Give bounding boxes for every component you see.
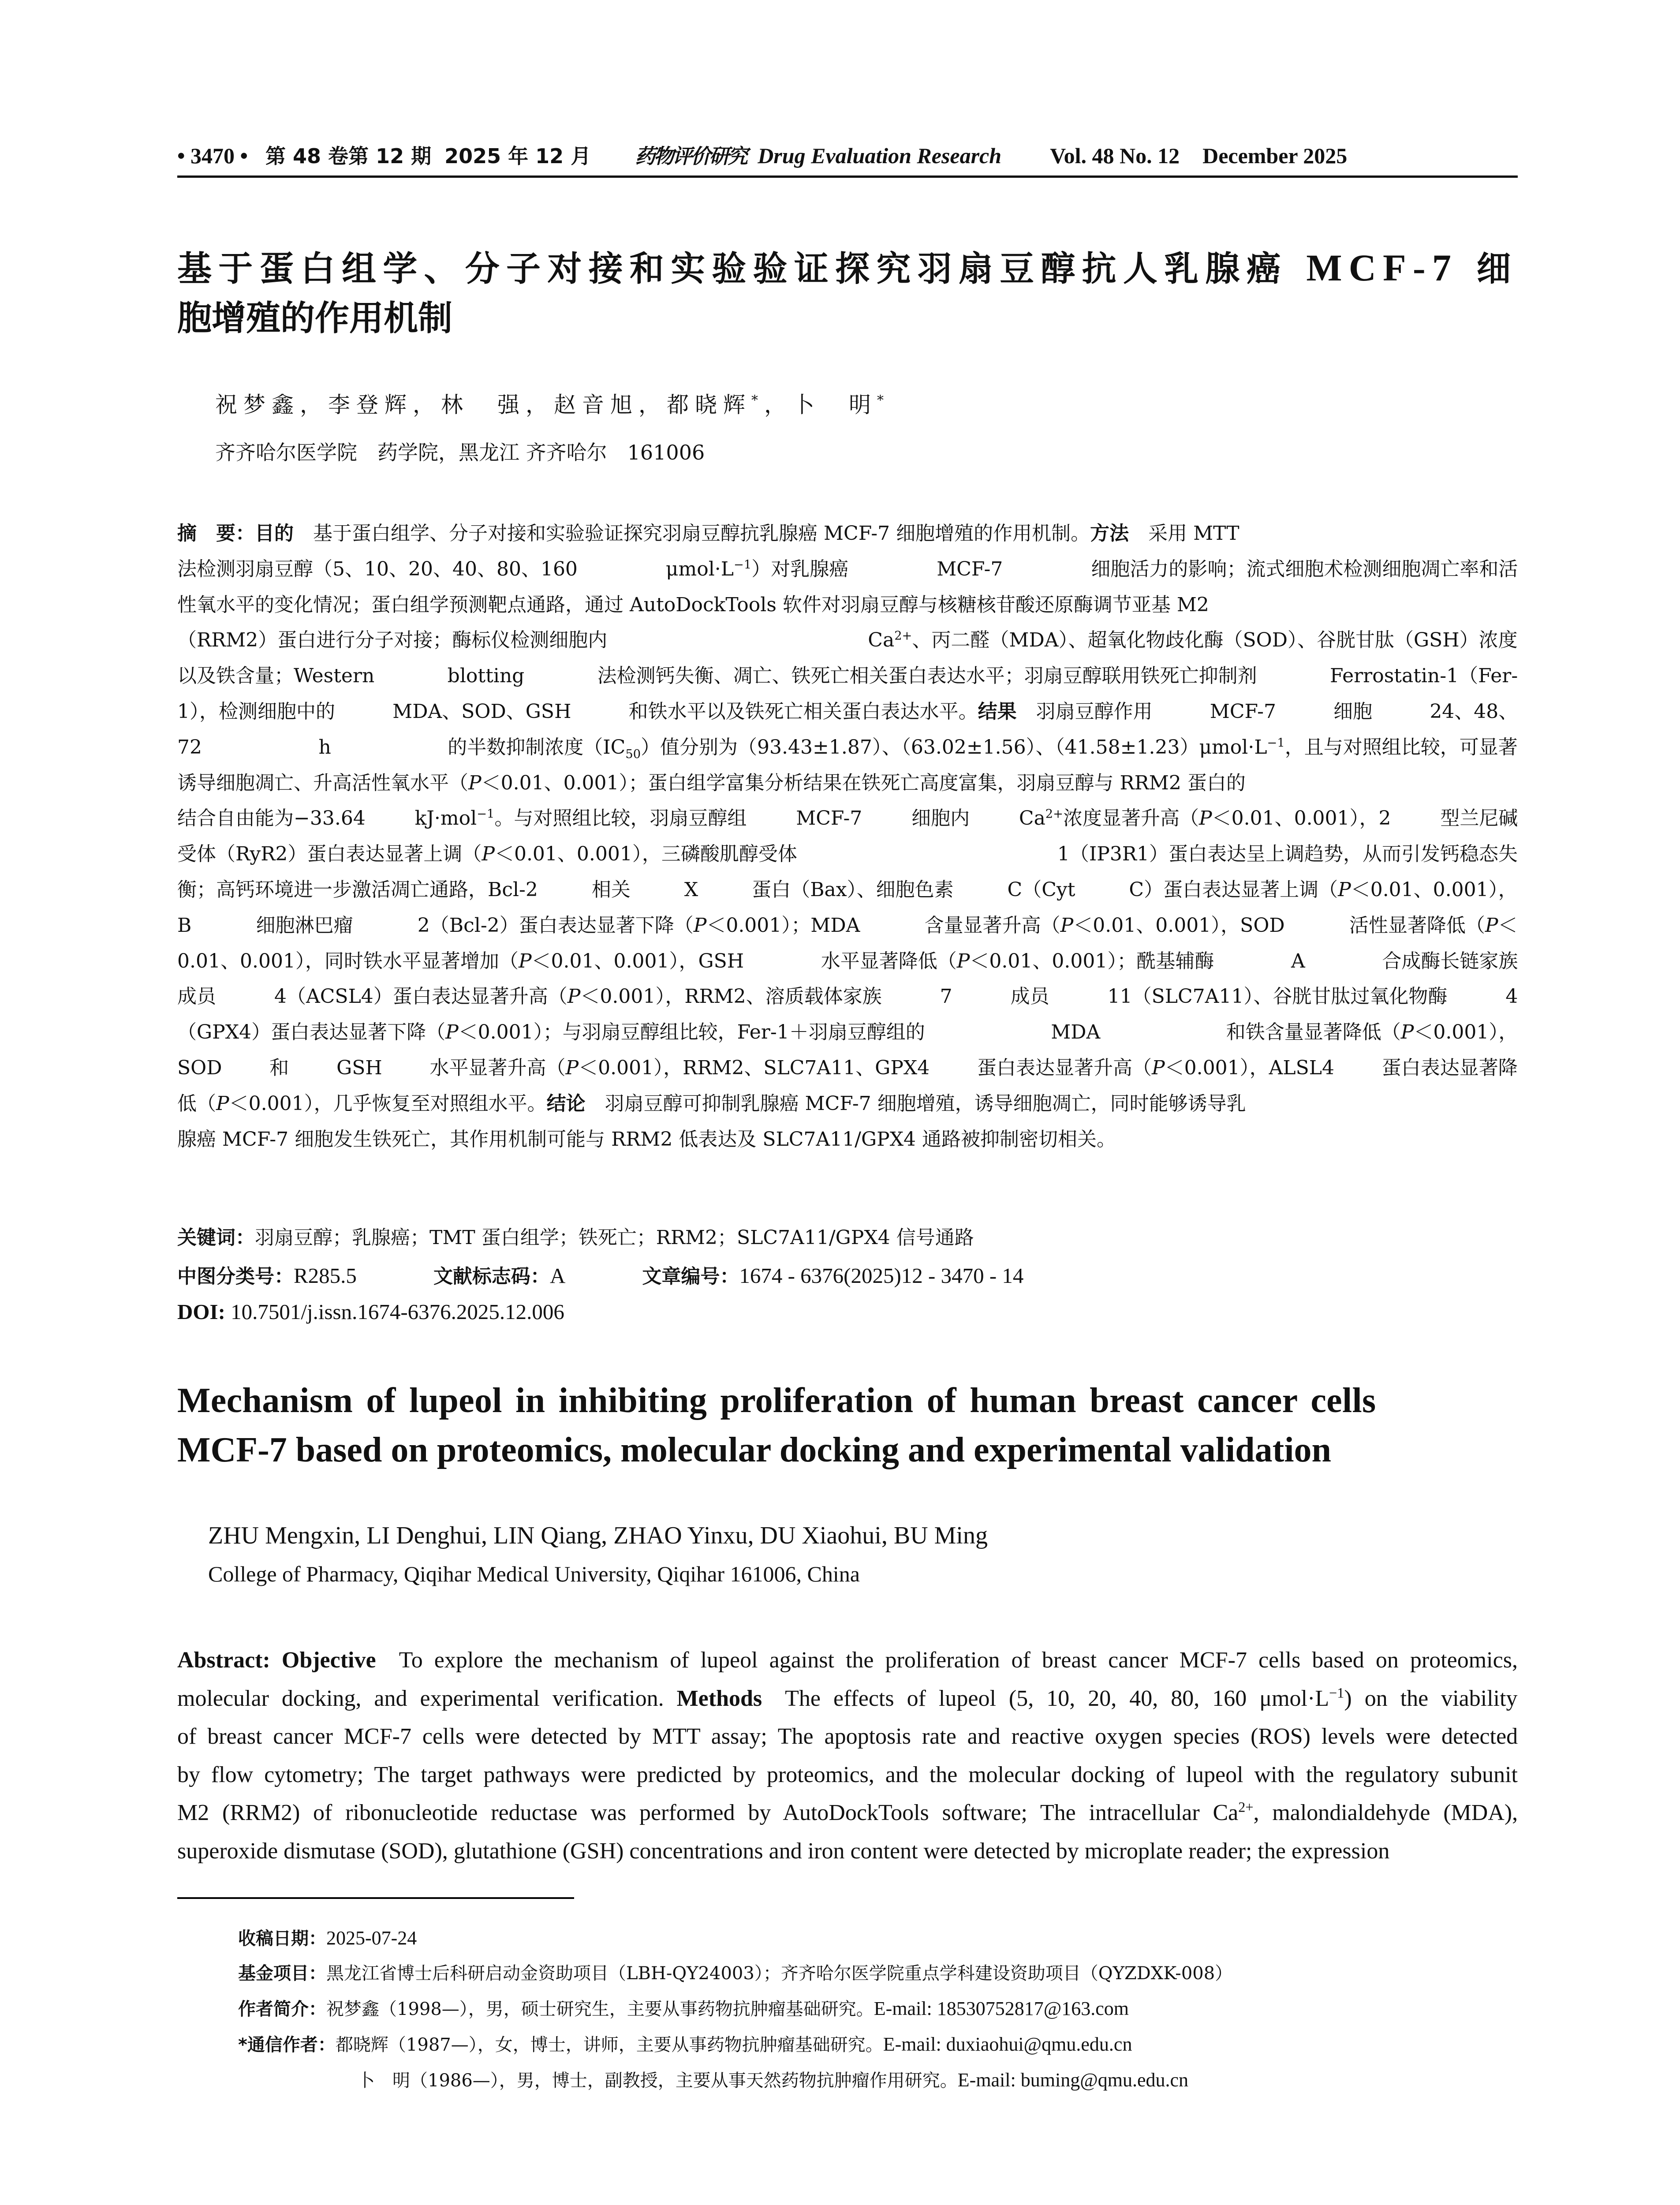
text: 。与对照组比较，羽扇豆醇组 MCF-7 细胞内 Ca [494,807,1045,830]
p-value-symbol: P [693,914,707,937]
text: ）值分别为（93.43±1.87）、（63.02±1.56）、（41.58±1.23）μmol·L [641,736,1267,759]
author: 祝梦鑫， [215,392,328,418]
title-cn-line1-b: MCF-7 [1306,247,1458,289]
text: by flow cytometry; The target pathways were predicted by proteomics, and the molecular docking of lupeol with the regulatory subunit [177,1762,1518,1787]
section-label: 结论 [546,1092,586,1115]
abstract-line [177,1086,1518,1122]
doc-code-label: 文献标志码： [433,1265,550,1288]
footnotes [238,1921,1517,2098]
corresponding-mark: * [751,392,764,408]
bio-value: 祝梦鑫（1998—），男，硕士研究生，主要从事药物抗肿瘤基础研究。 [326,1999,874,2019]
text: 羽扇豆醇作用 MCF-7 细胞 24、48、 [1016,700,1518,723]
abstract-line [177,1015,1518,1050]
text: ) on the viability [1344,1686,1518,1711]
text: （RRM2）蛋白进行分子对接；酶标仪检测细胞内 Ca [177,629,895,652]
text: 成员 4（ACSL4）蛋白表达显著升高（ [177,985,567,1008]
title-cn-line1-c: 细 [1458,249,1518,289]
p-value-symbol: P [1060,914,1074,937]
corresponding-1-value: 都晓辉（1987—），女，博士，讲师，主要从事药物抗肿瘤基础研究。 [335,2035,883,2055]
p-value-symbol: P [1338,878,1351,901]
keywords-cn [177,1222,1518,1250]
text: SOD 和 GSH 水平显著升高（ [177,1056,566,1079]
author: 卜 明 [792,392,877,418]
authors-en: ZHU Mengxin, LI Denghui, LIN Qiang, ZHAO Yinxu, DU Xiaohui, BU Ming [208,1522,988,1549]
p-value-symbol: P [1485,914,1498,937]
issue-cn: 第 48 卷第 12 期 [265,144,432,168]
affiliation-en: College of Pharmacy, Qiqihar Medical University, Qiqihar 161006, China [208,1562,860,1586]
text: To explore the mechanism of lupeol against the proliferation of breast cancer MCF-7 cells based on proteomics, [376,1648,1518,1673]
email-link[interactable]: E-mail: duxiaohui@qmu.edu.cn [883,2033,1132,2055]
date-en: December 2025 [1202,143,1348,168]
text: ＜0.001）；与羽扇豆醇组比较，Fer-1＋羽扇豆醇组的 MDA 和铁含量显著降低（ [458,1021,1401,1044]
abstract-en-line [177,1794,1518,1832]
footnote-fund [238,1956,1517,1991]
text: of breast cancer MCF-7 cells were detected by MTT assay; The apoptosis rate and reactive oxygen species (ROS) levels were detected [177,1724,1518,1749]
title-en-line1-text: Mechanism of lupeol in inhibiting proliferation of human breast cancer cells [177,1381,1376,1420]
abstract-line [177,979,1518,1015]
text: 以及铁含量；Western blotting 法检测钙失衡、凋亡、铁死亡相关蛋白表达水平；羽扇豆醇联用铁死亡抑制剂 Ferrostatin-1（Fer- [177,665,1518,688]
text: 0.01、0.001），同时铁水平显著增加（ [177,949,519,972]
abstract-line [177,658,1518,694]
text: ＜0.01、0.001）；酰基辅酶 A 合成酶长链家族 [970,949,1518,972]
text: 、丙二醛（MDA）、超氧化物歧化酶（SOD）、谷胱甘肽（GSH）浓度 [912,629,1518,652]
keywords-text: 羽扇豆醇；乳腺癌；TMT 蛋白组学；铁死亡；RRM2；SLC7A11/GPX4 信号通路 [255,1226,974,1249]
text: 诱导细胞凋亡、升高活性氧水平（ [177,771,468,794]
page-number: • 3470 • [177,143,248,168]
corresponding-2-value: 卜 明（1986—），男，博士，副教授，主要从事天然药物抗肿瘤作用研究。 [357,2070,958,2091]
p-value-symbol: P [216,1092,229,1115]
text: 受体（RyR2）蛋白表达显著上调（ [177,843,482,866]
abstract-line [177,1050,1518,1086]
text: 羽扇豆醇可抑制乳腺癌 MCF-7 细胞增殖，诱导细胞凋亡，同时能够诱导乳 [585,1092,1246,1115]
article-no-value: 1674 - 6376(2025)12 - 3470 - 14 [739,1263,1024,1288]
text: ＜0.01、0.001）， [1351,878,1518,901]
superscript: −1 [1329,1685,1344,1701]
section-label: 目的 [255,522,294,545]
email-link[interactable]: E-mail: 18530752817@163.com [874,1998,1129,2019]
abstract-en-line [177,1641,1518,1680]
superscript: −1 [1267,736,1285,750]
abstract-line [177,516,1518,552]
text: 浓度显著升高（ [1063,807,1199,830]
authors-cn [215,387,890,419]
volume-issue: Vol. 48 No. 12 [1050,143,1180,168]
text: ＜0.001），RRM2、SLC7A11、GPX4 蛋白表达显著升高（ [579,1056,1152,1079]
p-value-symbol: P [956,949,970,972]
abstract-line [177,801,1518,837]
classification-line [177,1260,1518,1289]
section-label: Methods [676,1686,762,1711]
header-rule [177,176,1518,178]
p-value-symbol: P [518,949,532,972]
text: 低（ [177,1092,216,1115]
text: 衡；高钙环境进一步激活凋亡通路，Bcl-2 相关 X 蛋白（Bax）、细胞色素 C（Cyt C）蛋白表达显著上调（ [177,878,1338,901]
abstract-en-line [177,1718,1518,1756]
abstract-line [177,944,1518,979]
text: M2 (RRM2) of ribonucleotide reductase was performed by AutoDockTools software; The intracellular Ca [177,1800,1239,1825]
journal-name-en: Drug Evaluation Research [758,143,1002,168]
footnote-corresponding-2 [238,2063,1517,2098]
superscript: 2+ [894,629,912,643]
separator: ， [764,392,792,418]
email-link[interactable]: E-mail: buming@qmu.edu.cn [957,2069,1189,2091]
author: 赵音旭， [554,392,667,418]
text: 基于蛋白组学、分子对接和实验验证探究羽扇豆醇抗乳腺癌 MCF-7 细胞增殖的作用机制。 [294,522,1090,545]
clc-value: R285.5 [294,1263,357,1288]
p-value-symbol: P [445,1021,459,1044]
section-label: 方法 [1090,522,1129,545]
section-label: 结果 [978,700,1017,723]
abstract-en-line [177,1680,1518,1718]
clc-label: 中图分类号： [177,1265,294,1288]
abstract-line [177,552,1518,587]
fund-value: 黑龙江省博士后科研启动金资助项目（LBH-QY24003）；齐齐哈尔医学院重点学科建设资助项目（QYZDXK-008） [326,1963,1233,1984]
title-cn-line2: 胞增殖的作用机制 [177,299,453,338]
author: 林 强， [441,392,554,418]
abstract-en-line [177,1756,1518,1794]
text: （GPX4）蛋白表达显著下降（ [177,1021,446,1044]
text: B 细胞淋巴瘤 2（Bcl-2）蛋白表达显著下降（ [177,914,694,937]
subscript: 50 [625,747,641,761]
text: 法检测羽扇豆醇（5、10、20、40、80、160 μmol·L [177,557,734,580]
abstract-line [177,872,1518,908]
abstract-line [177,623,1518,658]
abstract-cn [177,516,1518,1157]
abstract-en-line [177,1832,1518,1871]
superscript: −1 [734,558,752,572]
footnote-received [238,1921,1517,1956]
superscript: 2+ [1238,1799,1254,1815]
p-value-symbol: P [1199,807,1212,830]
text: ＜0.01、0.001），2 型兰尼碱 [1212,807,1518,830]
date-cn: 2025 年 12 月 [444,144,591,168]
text: , malondialdehyde (MDA), [1253,1800,1518,1825]
page-title-en [177,1376,1518,1475]
abstract-en [177,1641,1518,1870]
corresponding-label: *通信作者： [238,2035,336,2055]
p-value-symbol: P [1400,1021,1414,1044]
text: ＜0.01、0.001），三磷酸肌醇受体 1（IP3R1）蛋白表达呈上调趋势，从而引发钙稳态失 [494,843,1518,866]
title-en-line2: MCF-7 based on proteomics, molecular docking and experimental validation [177,1431,1332,1469]
bio-label: 作者简介： [238,1999,326,2019]
keywords-label: 关键词： [177,1226,255,1249]
text: ＜ [1498,914,1518,937]
running-header [177,140,1518,171]
text: ，且与对照组比较，可显著 [1284,736,1518,759]
fund-label: 基金项目： [238,1963,326,1984]
doi-line [177,1299,564,1324]
doi-label: DOI: [177,1300,225,1324]
abstract-line [177,587,1518,623]
p-value-symbol: P [1152,1056,1165,1079]
text: 结合自由能为−33.64 kJ·mol [177,807,477,830]
superscript: −1 [477,807,495,821]
p-value-symbol: P [567,985,581,1008]
author: 李登辉， [328,392,441,418]
abstract-label: 摘 要： [177,522,255,545]
abstract-line [177,837,1518,872]
p-value-symbol: P [565,1056,579,1079]
text: ）对乳腺癌 MCF-7 细胞活力的影响；流式细胞术检测细胞凋亡率和活 [751,557,1518,580]
abstract-line [177,730,1518,766]
author: 都晓辉 [667,392,751,418]
text: 72 h 的半数抑制浓度（IC [177,736,626,759]
text: ＜0.001），ALSL4 蛋白表达显著降 [1165,1056,1518,1079]
section-label: Abstract: Objective [177,1648,376,1673]
superscript: 2+ [1045,807,1063,821]
footnote-corresponding [238,2027,1517,2063]
text: ＜0.001），RRM2、溶质载体家族 7 成员 11（SLC7A11）、谷胱甘肽过氧化物酶 4 [580,985,1518,1008]
doi-value[interactable]: 10.7501/j.issn.1674-6376.2025.12.006 [225,1300,564,1324]
text: 腺癌 MCF-7 细胞发生铁死亡，其作用机制可能与 RRM2 低表达及 SLC7A11/GPX4 通路被抑制密切相关。 [177,1128,1116,1151]
text: The effects of lupeol (5, 10, 20, 40, 80, 160 μmol·L [762,1686,1329,1711]
text: superoxide dismutase (SOD), glutathione (GSH) concentrations and iron content were detected by microplate reader; the expression [177,1838,1390,1864]
text: 1），检测细胞中的 MDA、SOD、GSH 和铁水平以及铁死亡相关蛋白表达水平。 [177,700,978,723]
abstract-line [177,694,1518,730]
abstract-line [177,1122,1518,1158]
affiliation-cn: 齐齐哈尔医学院 药学院，黑龙江 齐齐哈尔 161006 [215,441,705,464]
received-value: 2025-07-24 [326,1927,417,1949]
text: ＜0.001）， [1414,1021,1518,1044]
text: molecular docking, and experimental verification. [177,1686,677,1711]
journal-logo: 药物评价研究 [635,144,747,168]
abstract-line [177,908,1518,944]
text: ＜0.01、0.001），GSH 水平显著降低（ [531,949,957,972]
p-value-symbol: P [468,771,482,794]
p-value-symbol: P [482,843,495,866]
text: 采用 MTT [1129,522,1239,545]
footnote-bio [238,1991,1517,2027]
title-cn-line1-a: 基于蛋白组学、分子对接和实验验证探究羽扇豆醇抗人乳腺癌 [177,249,1307,289]
footnote-divider [177,1897,574,1899]
text: ＜0.01、0.001）；蛋白组学富集分析结果在铁死亡高度富集，羽扇豆醇与 RRM2 蛋白的 [481,771,1246,794]
corresponding-mark: * [877,392,890,408]
text: ＜0.001），几乎恢复至对照组水平。 [229,1092,547,1115]
text: ＜0.001）；MDA 含量显著升高（ [706,914,1060,937]
text: ＜0.01、0.001），SOD 活性显著降低（ [1073,914,1485,937]
abstract-line [177,766,1518,801]
received-label: 收稿日期： [238,1928,326,1949]
article-no-label: 文章编号： [642,1265,739,1288]
text: 性氧水平的变化情况；蛋白组学预测靶点通路，通过 AutoDockTools 软件对羽扇豆醇与核糖核苷酸还原酶调节亚基 M2 [177,593,1209,616]
title-en-line1 [177,1376,1518,1425]
page-title-cn [177,245,1518,341]
doc-code-value: A [549,1263,566,1288]
